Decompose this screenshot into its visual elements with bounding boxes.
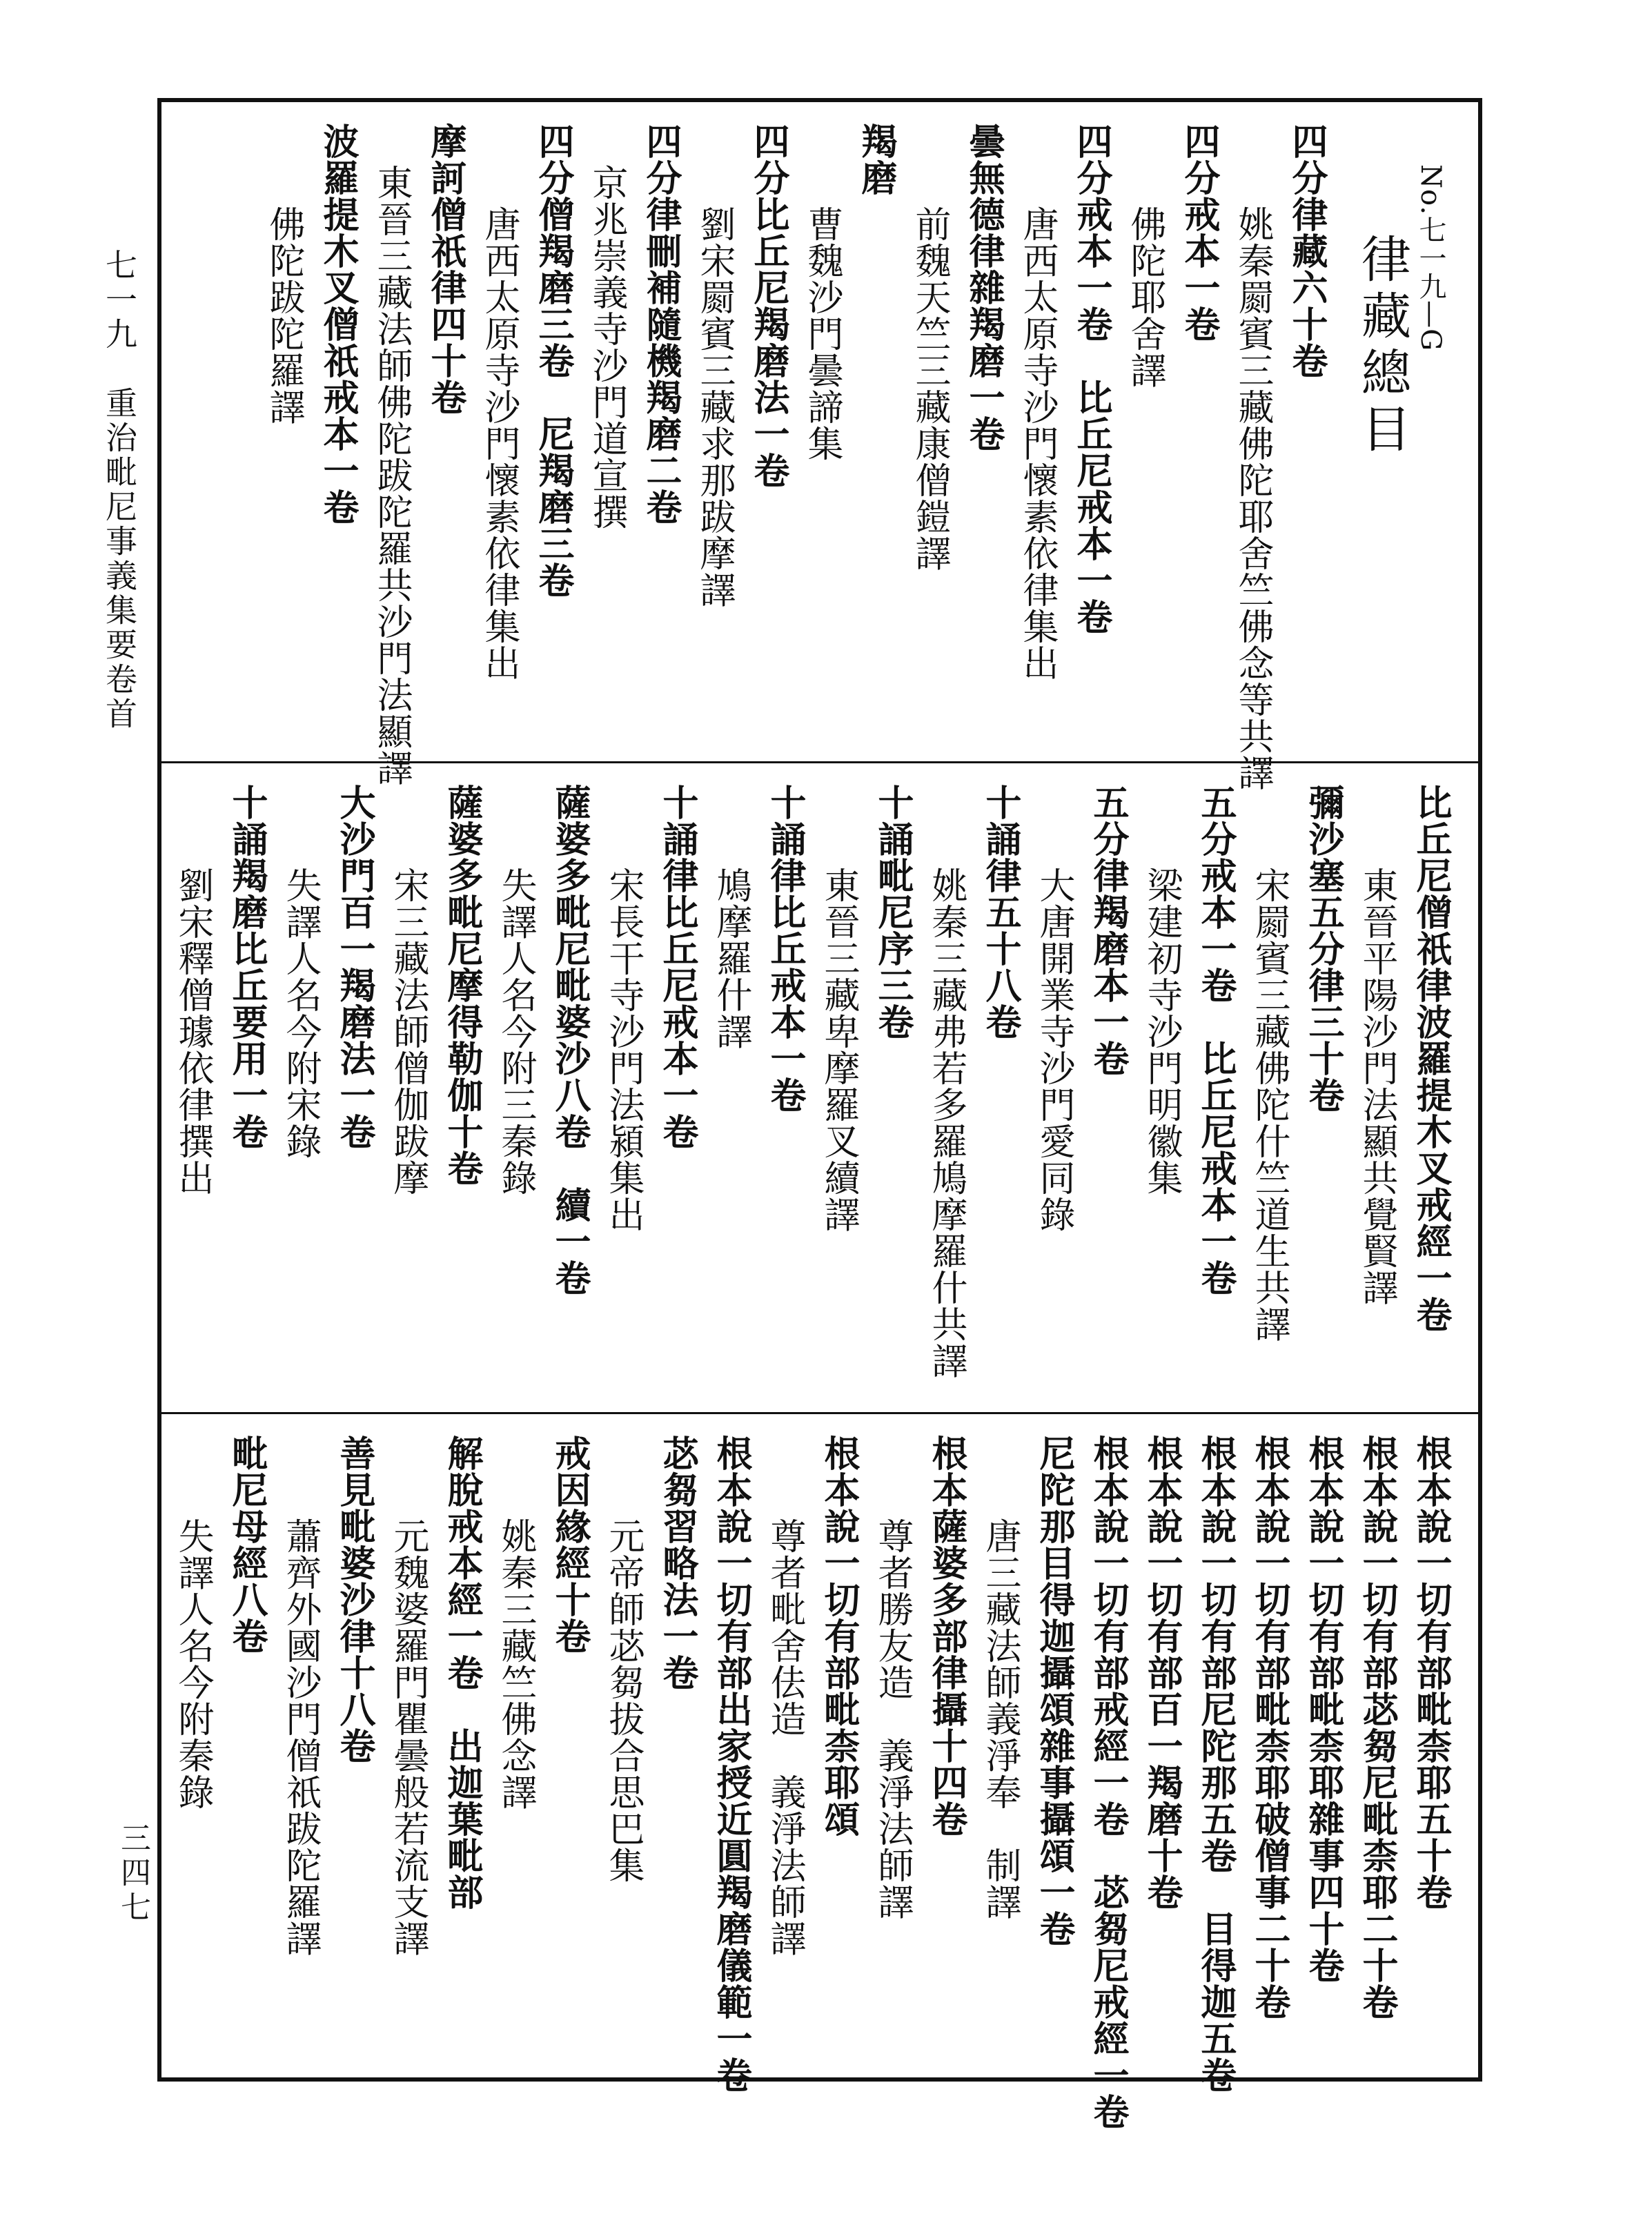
entry-attribution: 宋長干寺沙門法潁集出 [602, 867, 644, 1233]
entry-attribution: 東晉三藏卑摩羅叉續譯 [818, 867, 859, 1233]
entry-attribution: 佛陀耶舍譯 [1124, 206, 1166, 389]
entry-title: 四分戒本一卷 [1178, 123, 1220, 342]
entry-attribution: 劉宋罽賓三藏求那跋摩譯 [694, 206, 735, 608]
entry-attribution: 尊者毗舍佉造 義淨法師譯 [764, 1518, 805, 1957]
entry-title: 四分僧羯磨三卷 尼羯磨三卷 [532, 123, 574, 598]
entry-attribution: 鳩摩羅什譯 [710, 867, 751, 1050]
entry-attribution: 失譯人名今附宋錄 [279, 867, 321, 1159]
register-top [161, 102, 1478, 791]
column-group [172, 784, 1457, 1398]
entry-title: 曇無德律雜羯磨一卷 [963, 123, 1005, 452]
entry-attribution: 元帝師苾芻拔合思巴集 [602, 1518, 644, 1883]
entry-attribution: 蕭齊外國沙門僧祇跋陀羅譯 [279, 1518, 321, 1957]
entry-title: 波羅提木叉僧祇戒本一卷 [317, 123, 359, 525]
entry-attribution: 東晉平陽沙門法顯共覺賢譯 [1356, 867, 1397, 1306]
entry-attribution: 京兆崇義寺沙門道宣撰 [586, 164, 627, 530]
entry-title: 十誦毗尼序三卷 [872, 784, 914, 1040]
page-frame [157, 98, 1482, 2130]
entry-title: 十誦律五十八卷 [979, 784, 1021, 1040]
register-middle [161, 763, 1478, 1412]
entry-title: 四分戒本一卷 比丘尼戒本一卷 [1070, 123, 1112, 635]
text-number: No.七一九—G [1415, 164, 1446, 352]
entry-attribution: 劉宋釋僧璩依律撰出 [172, 867, 213, 1196]
entry-attribution: 姚秦罽賓三藏佛陀耶舍竺佛念等共譯 [1232, 206, 1273, 791]
entry-title: 十誦羯磨比丘要用一卷 [226, 784, 268, 1150]
entry-title: 大沙門百一羯磨法一卷 [333, 784, 375, 1150]
entry-attribution: 尊者勝友造 義淨法師譯 [872, 1518, 913, 1920]
entry-title: 律藏總目 [1353, 233, 1411, 460]
entry-title: 薩婆多毗尼摩得勒伽十卷 [441, 784, 483, 1186]
entry-title: 羯磨 [855, 123, 897, 196]
entry-attribution: 宋三藏法師僧伽跋摩 [387, 867, 429, 1196]
entry-attribution: 唐西太原寺沙門懷素依律集出 [478, 206, 520, 681]
entry-title: 尼陀那目得迦攝頌雜事攝頌一卷 [1033, 1435, 1075, 1947]
entry-title: 四分律刪補隨機羯磨二卷 [640, 123, 682, 525]
entry-attribution: 元魏婆羅門瞿曇般若流支譯 [387, 1518, 429, 1957]
entry-title: 五分律羯磨本一卷 [1087, 784, 1129, 1077]
page-number: 三四七 [115, 1822, 150, 1926]
entry-title: 摩訶僧祇律四十卷 [424, 123, 466, 415]
entry-attribution: 姚秦三藏弗若多羅鳩摩羅什共譯 [925, 867, 967, 1379]
margin-title: 七一九 重治毗尼事義集要卷首 [101, 248, 138, 732]
entry-title: 根本說一切有部毗柰耶頌 [818, 1435, 860, 1837]
entry-title: 根本說一切有部毗柰耶破僧事二十卷 [1248, 1435, 1290, 2020]
entry-title: 薩婆多毗尼毗婆沙八卷 續一卷 [549, 784, 591, 1296]
entry-title: 根本說一切有部尼陀那五卷 目得迦五卷 [1194, 1435, 1237, 2093]
entry-attribution: 失譯人名今附秦錄 [172, 1518, 213, 1810]
column-group [182, 123, 1457, 791]
entry-title: 根本說一切有部百一羯磨十卷 [1141, 1435, 1183, 1910]
entry-title: 四分律藏六十卷 [1286, 123, 1328, 379]
entry-attribution: 東晉三藏法師佛陀跋陀羅共沙門法顯譯 [371, 164, 412, 786]
entry-title: 四分比丘尼羯磨法一卷 [747, 123, 789, 489]
entry-title: 苾芻習略法一卷 [656, 1435, 698, 1691]
entry-title: 彌沙塞五分律三十卷 [1302, 784, 1344, 1113]
entry-title: 善見毗婆沙律十八卷 [333, 1435, 375, 1764]
entry-title: 十誦律比丘戒本一卷 [764, 784, 806, 1113]
entry-attribution: 曹魏沙門曇諦集 [801, 206, 843, 462]
entry-title: 戒因緣經十卷 [549, 1435, 591, 1654]
entry-attribution: 大唐開業寺沙門愛同錄 [1033, 867, 1074, 1233]
entry-title: 根本說一切有部出家授近圓羯磨儀範一卷 [710, 1435, 752, 2093]
entry-attribution: 唐西太原寺沙門懷素依律集出 [1016, 206, 1058, 681]
entry-attribution: 宋罽賓三藏佛陀什竺道生共譯 [1248, 867, 1290, 1342]
entry-title: 毗尼母經八卷 [226, 1435, 268, 1654]
entry-attribution: 前魏天竺三藏康僧鎧譯 [909, 206, 950, 571]
entry-title: 比丘尼僧祇律波羅提木叉戒經一卷 [1410, 784, 1452, 1333]
entry-title: 根本說一切有部毗柰耶五十卷 [1410, 1435, 1452, 1910]
entry-title: 五分戒本一卷 比丘尼戒本一卷 [1194, 784, 1237, 1296]
entry-title: 十誦律比丘尼戒本一卷 [656, 784, 698, 1150]
entry-attribution: 失譯人名今附三秦錄 [495, 867, 536, 1196]
entry-title: 根本說一切有部毗柰耶雜事四十卷 [1302, 1435, 1344, 1984]
register-bottom [161, 1414, 1478, 2130]
entry-attribution: 姚秦三藏竺佛念譯 [495, 1518, 536, 1810]
entry-title: 根本薩婆多部律攝十四卷 [925, 1435, 967, 1837]
entry-title: 解脫戒本經一卷 出迦葉毗部 [441, 1435, 483, 1910]
entry-attribution: 梁建初寺沙門明徽集 [1141, 867, 1182, 1196]
entry-title: 根本說一切有部戒經一卷 苾芻尼戒經一卷 [1087, 1435, 1129, 2130]
entry-attribution: 唐三藏法師義淨奉 制譯 [979, 1518, 1021, 1920]
column-group [172, 1435, 1457, 2130]
entry-title: 根本說一切有部苾芻尼毗柰耶二十卷 [1356, 1435, 1398, 2020]
entry-attribution: 佛陀跋陀羅譯 [263, 206, 304, 425]
